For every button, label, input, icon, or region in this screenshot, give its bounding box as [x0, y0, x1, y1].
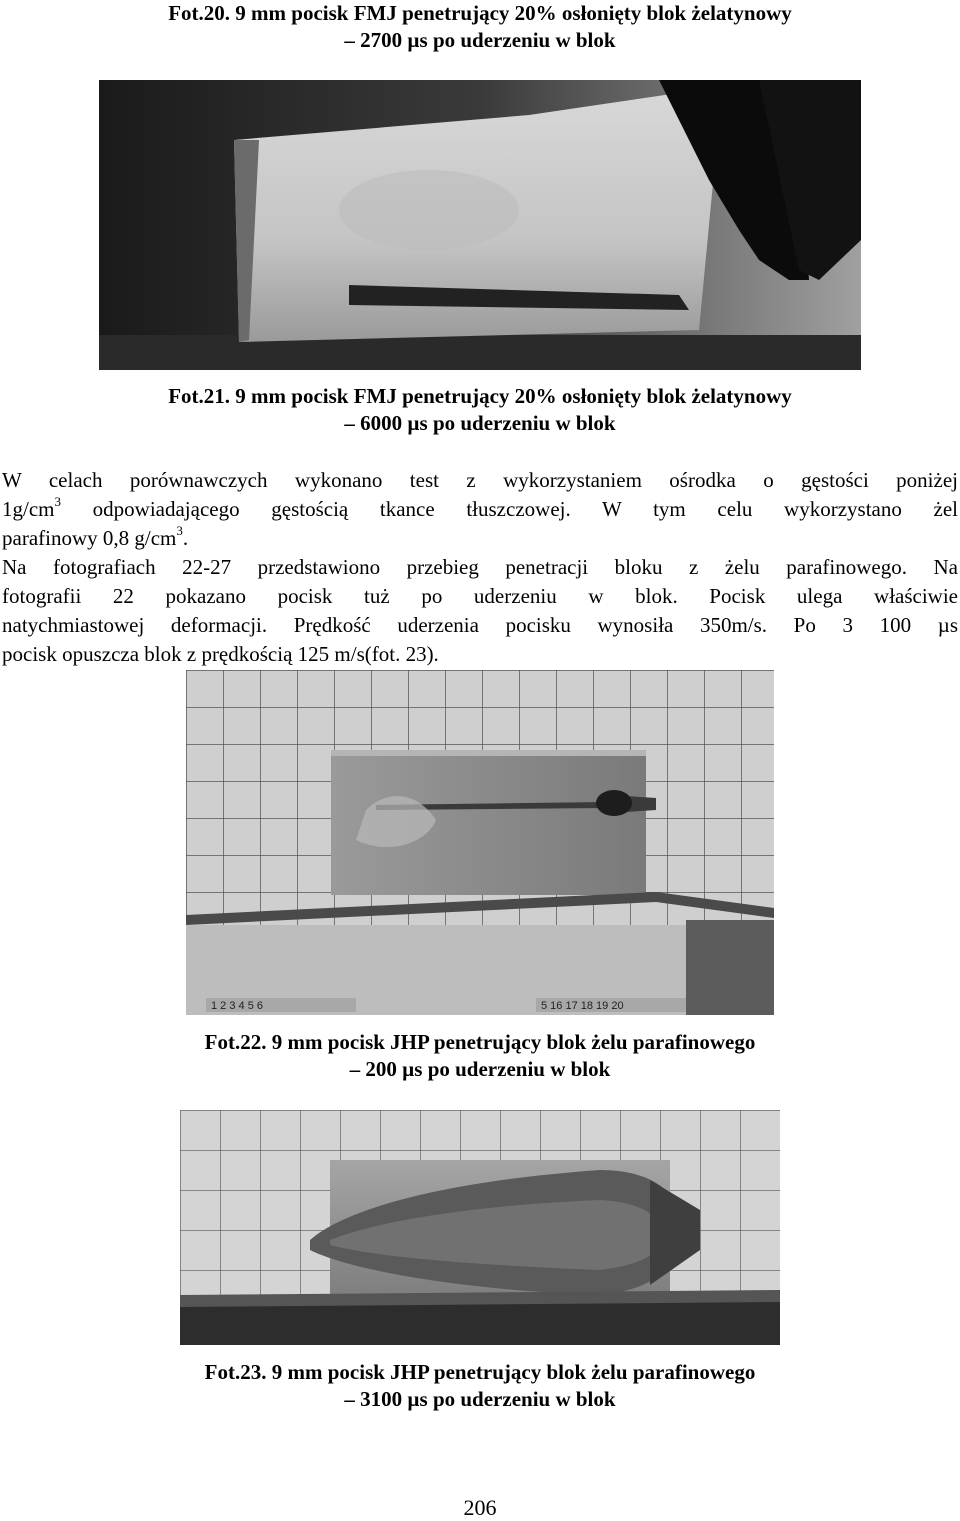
- paragraph-line-6: natychmiastowej deformacji. Prędkość uderzenia pocisku wynosiła 350m/s. Po 3 100 µs: [2, 613, 958, 637]
- superscript-3: 3: [54, 494, 61, 509]
- caption-fot23: [0, 1359, 960, 1413]
- caption-fot23-line2: – 3100 µs po uderzeniu w blok: [344, 1387, 616, 1411]
- photo-fot23-image: [180, 1110, 780, 1345]
- caption-fot20: [0, 0, 960, 54]
- paragraph-line-3: [2, 524, 958, 553]
- caption-fot21: [0, 383, 960, 437]
- body-paragraph: [2, 466, 958, 669]
- photo-fot22: [186, 670, 774, 1015]
- scale-numbers-left: 1 2 3 4 5 6: [211, 1000, 263, 1012]
- paragraph-line-2-a: 1g/cm: [2, 497, 55, 521]
- caption-fot20-line1: Fot.20. 9 mm pocisk FMJ penetrujący 20% osłonięty blok żelatynowy: [168, 1, 792, 25]
- photo-fot22-image: [186, 670, 774, 1015]
- caption-fot22: [0, 1029, 960, 1083]
- superscript-3: 3: [176, 523, 183, 538]
- caption-fot22-line1: Fot.22. 9 mm pocisk JHP penetrujący blok żelu parafinowego: [204, 1030, 756, 1054]
- paragraph-line-2: [2, 495, 958, 524]
- page-number: 206: [463, 1495, 497, 1520]
- caption-fot21-line1: Fot.21. 9 mm pocisk FMJ penetrujący 20% osłonięty blok żelatynowy: [168, 384, 792, 408]
- paragraph-line-5: fotografii 22 pokazano pocisk tuż po uderzeniu w blok. Pocisk ulega właściwie: [2, 584, 958, 608]
- caption-fot20-line2: – 2700 µs po uderzeniu w blok: [344, 28, 616, 52]
- paragraph-line-4: Na fotografiach 22-27 przedstawiono przebieg penetracji bloku z żelu parafinowego. Na: [2, 555, 958, 579]
- photo-fot21-image: [99, 80, 861, 370]
- caption-fot23-line1: Fot.23. 9 mm pocisk JHP penetrujący blok żelu parafinowego: [204, 1360, 756, 1384]
- paragraph-line-3-b: .: [182, 526, 189, 550]
- caption-fot22-line2: – 200 µs po uderzeniu w blok: [349, 1057, 611, 1081]
- photo-fot23: [180, 1110, 780, 1345]
- scale-numbers-right: 5 16 17 18 19 20: [541, 1000, 624, 1012]
- photo-fot21: [99, 80, 861, 370]
- paragraph-line-3-a: parafinowy 0,8 g/cm: [2, 526, 177, 550]
- paragraph-line-1: W celach porównawczych wykonano test z wykorzystaniem ośrodka o gęstości poniżej: [2, 468, 958, 492]
- paragraph-line-7: pocisk opuszcza blok z prędkością 125 m/s(fot. 23).: [2, 642, 439, 666]
- caption-fot21-line2: – 6000 µs po uderzeniu w blok: [344, 411, 616, 435]
- paragraph-line-2-b: odpowiadającego gęstością tkance tłuszczowej. W tym celu wykorzystano żel: [61, 497, 958, 521]
